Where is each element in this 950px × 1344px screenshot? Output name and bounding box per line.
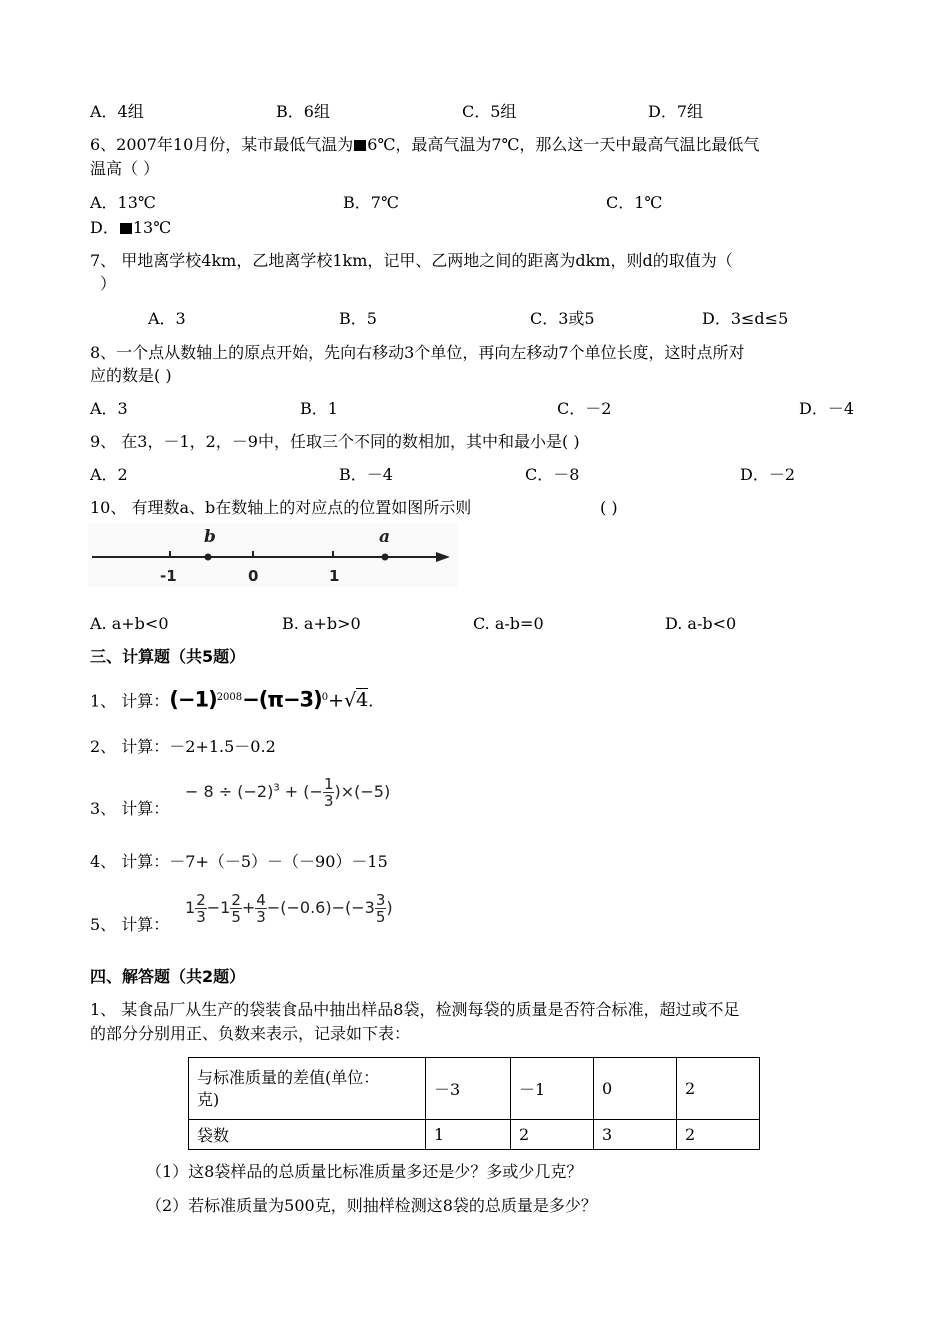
q10-option-b: B. a+b>0	[282, 614, 361, 633]
problem1-label: 1、 计算：	[90, 691, 170, 711]
tick-label-minus-one: -1	[160, 567, 177, 585]
q5-option-c: C．5组	[462, 102, 517, 121]
tick-label-zero: 0	[248, 567, 259, 585]
problem5-d1: 3	[196, 908, 206, 926]
number-line-figure	[88, 523, 458, 587]
q5-option-d: D．7组	[648, 102, 704, 121]
q8-option-d: D．－4	[799, 399, 855, 418]
label-a: a	[379, 527, 391, 547]
table-header-line2: 克)	[197, 1089, 220, 1109]
section3-problem1	[90, 687, 373, 712]
q10-option-c: C. a-b=0	[473, 614, 544, 633]
problem5-frac2	[230, 892, 242, 925]
problem5-frac1	[195, 892, 207, 925]
q7-line1: 7、 甲地离学校4km，乙地离学校1km，记甲、乙两地之间的距离为dkm，则d的取值为（	[90, 251, 733, 270]
point-a	[382, 554, 389, 561]
section3-title: 三、计算题（共5题）	[90, 647, 246, 666]
q6-text-part1: 6、2007年10月份，某市最低气温为	[90, 135, 354, 154]
q10-option-a: A. a+b<0	[90, 614, 169, 633]
q7-option-b: B．5	[339, 309, 377, 328]
section3-problem5-label: 5、 计算：	[90, 915, 170, 934]
table-cell: －1	[511, 1058, 594, 1120]
problem5-n2: 2	[231, 891, 241, 909]
q7-option-d: D．3≤d≤5	[702, 309, 789, 328]
problem5-op2: +	[241, 898, 256, 917]
q8-line2: 应的数是( )	[90, 366, 172, 385]
problem5-w1: 1	[185, 898, 196, 917]
sqrt-icon: √	[344, 689, 357, 712]
table-cell: 0	[594, 1058, 677, 1120]
q6-line2: 温高（ ）	[90, 159, 160, 178]
table-cell: 2	[677, 1120, 760, 1150]
problem3-part-b: + (−	[279, 782, 323, 801]
problem3-part-c: )×(−5)	[334, 782, 391, 801]
section4-sub1: （1）这8袋样品的总质量比标准质量多还是少？多或少几克？	[146, 1162, 583, 1181]
section3-problem2: 2、 计算：－2+1.5－0.2	[90, 737, 276, 756]
data-table	[188, 1057, 760, 1150]
q7-option-a: A．3	[148, 309, 186, 328]
problem5-w2: 1	[220, 898, 231, 917]
problem5-n1: 2	[196, 891, 206, 909]
problem1-exp2: 0	[321, 692, 329, 703]
q8-option-a: A．3	[90, 399, 128, 418]
problem1-base: (−1)	[169, 687, 217, 712]
section4-q1-line2: 的部分分别用正、负数来表示，记录如下表：	[90, 1024, 411, 1043]
q9-line1: 9、 在3，－1，2，－9中，任取三个不同的数相加，其中和最小是( )	[90, 432, 580, 451]
problem5-n3: 4	[256, 891, 266, 909]
table-cell: 3	[594, 1120, 677, 1150]
minus-glyph-square	[120, 223, 132, 234]
q6-option-a: A．13℃	[90, 193, 156, 212]
problem5-d2: 5	[231, 908, 241, 926]
section3-problem4: 4、 计算：－7+（－5）－（－90）－15	[90, 852, 388, 871]
table-row	[189, 1058, 760, 1120]
q9-option-d: D．－2	[740, 465, 796, 484]
table-header-cell: 袋数	[189, 1120, 426, 1150]
q6-option-c: C．1℃	[606, 193, 663, 212]
table-cell: 2	[677, 1058, 760, 1120]
problem1-plus: +	[328, 689, 345, 712]
q9-option-c: C．－8	[525, 465, 580, 484]
q6-option-d	[90, 217, 171, 239]
q8-option-b: B．1	[300, 399, 338, 418]
problem3-fraction	[323, 776, 335, 809]
q6-option-d-suffix: 13℃	[132, 218, 172, 237]
section4-q1-line1: 1、 某食品厂从生产的袋装食品中抽出样品8袋，检测每袋的质量是否符合标准，超过或不足	[90, 1000, 740, 1019]
problem3-part-a: − 8 ÷ (−2)	[185, 782, 274, 801]
q10-option-d: D. a-b<0	[665, 614, 737, 633]
problem5-frac4	[375, 892, 387, 925]
problem3-den: 3	[323, 792, 334, 810]
table-cell: －3	[426, 1058, 511, 1120]
problem5-d3: 3	[256, 908, 266, 926]
problem5-op3: −(−0.6)−(−3	[266, 898, 375, 917]
q8-option-c: C．－2	[557, 399, 612, 418]
table-cell: 2	[511, 1120, 594, 1150]
q10-line1: 10、 有理数a、b在数轴上的对应点的位置如图所示则	[90, 498, 472, 517]
problem1-root: 4	[356, 689, 369, 712]
table-header-line1: 与标准质量的差值(单位：	[197, 1067, 380, 1087]
q6-option-b: B．7℃	[343, 193, 399, 212]
problem3-num: 1	[323, 775, 334, 793]
q5-option-a: A．4组	[90, 102, 144, 121]
minus-glyph-square	[354, 140, 366, 151]
q8-line1: 8、一个点从数轴上的原点开始，先向右移动3个单位，再向左移动7个单位长度，这时点所对	[90, 343, 745, 362]
section3-problem3-label: 3、 计算：	[90, 799, 170, 818]
problem3-expression	[185, 776, 390, 809]
q7-option-c: C．3或5	[530, 309, 595, 328]
section4-sub2: （2）若标准质量为500克，则抽样检测这8袋的总质量是多少？	[146, 1196, 597, 1215]
table-row	[189, 1120, 760, 1150]
q10-paren: ( )	[600, 498, 618, 517]
table-cell: 1	[426, 1120, 511, 1150]
table-header-cell	[189, 1058, 426, 1120]
q9-option-b: B．－4	[339, 465, 393, 484]
label-b: b	[204, 527, 216, 547]
q6-option-d-prefix: D．	[90, 218, 119, 237]
figure-background	[88, 523, 458, 587]
problem1-mid: −(π−3)	[242, 687, 322, 712]
section4-title: 四、解答题（共2题）	[90, 967, 246, 986]
problem1-exp1: 2008	[216, 692, 243, 703]
problem5-n4: 3	[375, 891, 386, 909]
problem3-exp: 3	[273, 782, 280, 794]
problem5-d4: 5	[375, 908, 386, 926]
q6-text-part2: 6℃，最高气温为7℃，那么这一天中最高气温比最低气	[367, 135, 760, 154]
tick-label-one: 1	[329, 567, 340, 585]
q5-option-b: B．6组	[276, 102, 330, 121]
problem5-close: )	[386, 898, 393, 917]
q9-option-a: A．2	[90, 465, 128, 484]
problem5-expression	[185, 892, 393, 925]
problem1-end: .	[368, 691, 374, 711]
q6-line1	[90, 134, 759, 156]
point-b	[205, 554, 212, 561]
problem5-op1: −	[206, 898, 221, 917]
problem5-frac3	[255, 892, 267, 925]
q7-line2: ）	[100, 274, 117, 293]
